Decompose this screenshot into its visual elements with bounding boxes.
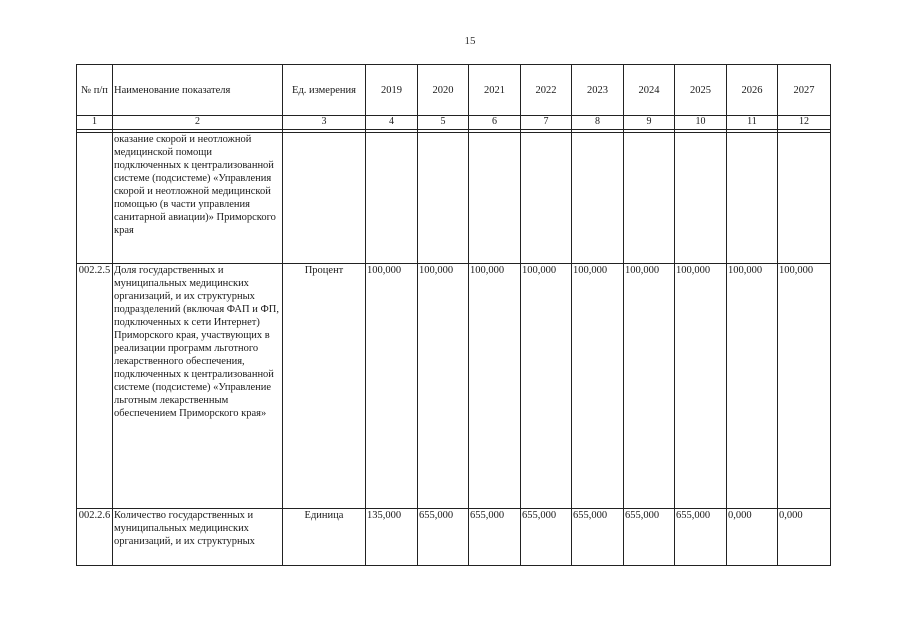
header-cell-number: № п/п xyxy=(77,65,113,116)
row-number-cell: 002.2.5 xyxy=(77,264,113,509)
column-index-row xyxy=(77,116,831,130)
value-cell xyxy=(418,133,469,264)
value-cell xyxy=(727,133,778,264)
indicator-name-cell: Количество государственных и муниципальных медицинских организаций, и их структурных xyxy=(113,509,283,566)
column-index-cell: 4 xyxy=(366,116,418,130)
column-index-cell: 3 xyxy=(283,116,366,130)
value-cell: 100,000 xyxy=(727,264,778,509)
value-cell: 655,000 xyxy=(572,509,624,566)
value-cell xyxy=(778,133,831,264)
unit-cell xyxy=(283,133,366,264)
column-index-cell: 10 xyxy=(675,116,727,130)
value-cell: 100,000 xyxy=(366,264,418,509)
column-index-cell: 6 xyxy=(469,116,521,130)
value-cell: 100,000 xyxy=(418,264,469,509)
table-row xyxy=(77,264,831,509)
value-cell: 100,000 xyxy=(572,264,624,509)
header-cell-year: 2023 xyxy=(572,65,624,116)
column-index-cell: 2 xyxy=(113,116,283,130)
unit-cell: Процент xyxy=(283,264,366,509)
indicator-name-cell: оказание скорой и неотложной медицинской помощи подключенных к централизованной системе (подсистеме) «Управления скорой и неотложной медицинской помощью (в части управления санитарной авиации)» Приморского края xyxy=(113,133,283,264)
table-row xyxy=(77,133,831,264)
column-index-cell: 7 xyxy=(521,116,572,130)
indicator-name-cell: Доля государственных и муниципальных медицинских организаций, и их структурных подразделений (включая ФАП и ФП, подключенных к сети Интернет) Приморского края, участвующих в реализации программ льготного лекарственного обеспечения, подключенных к централизованной системе (подсистеме) «Управление льготным лекарственным обеспечением Приморского края» xyxy=(113,264,283,509)
value-cell: 655,000 xyxy=(521,509,572,566)
value-cell: 655,000 xyxy=(675,509,727,566)
value-cell: 655,000 xyxy=(418,509,469,566)
header-cell-year: 2022 xyxy=(521,65,572,116)
header-cell-year: 2021 xyxy=(469,65,521,116)
value-cell: 135,000 xyxy=(366,509,418,566)
value-cell: 0,000 xyxy=(778,509,831,566)
value-cell: 655,000 xyxy=(624,509,675,566)
page-number: 15 xyxy=(464,35,476,47)
header-cell-name: Наименование показателя xyxy=(113,65,283,116)
table-header-row xyxy=(77,65,831,116)
unit-cell: Единица xyxy=(283,509,366,566)
column-index-cell: 1 xyxy=(77,116,113,130)
header-cell-unit: Ед. измерения xyxy=(283,65,366,116)
value-cell xyxy=(469,133,521,264)
value-cell: 100,000 xyxy=(624,264,675,509)
value-cell: 100,000 xyxy=(675,264,727,509)
header-cell-year: 2027 xyxy=(778,65,831,116)
value-cell xyxy=(521,133,572,264)
header-cell-year: 2025 xyxy=(675,65,727,116)
header-cell-year: 2024 xyxy=(624,65,675,116)
column-index-cell: 8 xyxy=(572,116,624,130)
row-number-cell: 002.2.6 xyxy=(77,509,113,566)
value-cell xyxy=(572,133,624,264)
table-row xyxy=(77,509,831,566)
value-cell xyxy=(675,133,727,264)
value-cell: 0,000 xyxy=(727,509,778,566)
column-index-cell: 9 xyxy=(624,116,675,130)
column-index-cell: 12 xyxy=(778,116,831,130)
value-cell xyxy=(624,133,675,264)
value-cell: 100,000 xyxy=(521,264,572,509)
header-cell-year: 2020 xyxy=(418,65,469,116)
row-number-cell xyxy=(77,133,113,264)
header-cell-year: 2026 xyxy=(727,65,778,116)
header-cell-year: 2019 xyxy=(366,65,418,116)
value-cell: 655,000 xyxy=(469,509,521,566)
value-cell xyxy=(366,133,418,264)
indicators-table xyxy=(76,64,831,566)
value-cell: 100,000 xyxy=(778,264,831,509)
column-index-cell: 5 xyxy=(418,116,469,130)
column-index-cell: 11 xyxy=(727,116,778,130)
value-cell: 100,000 xyxy=(469,264,521,509)
